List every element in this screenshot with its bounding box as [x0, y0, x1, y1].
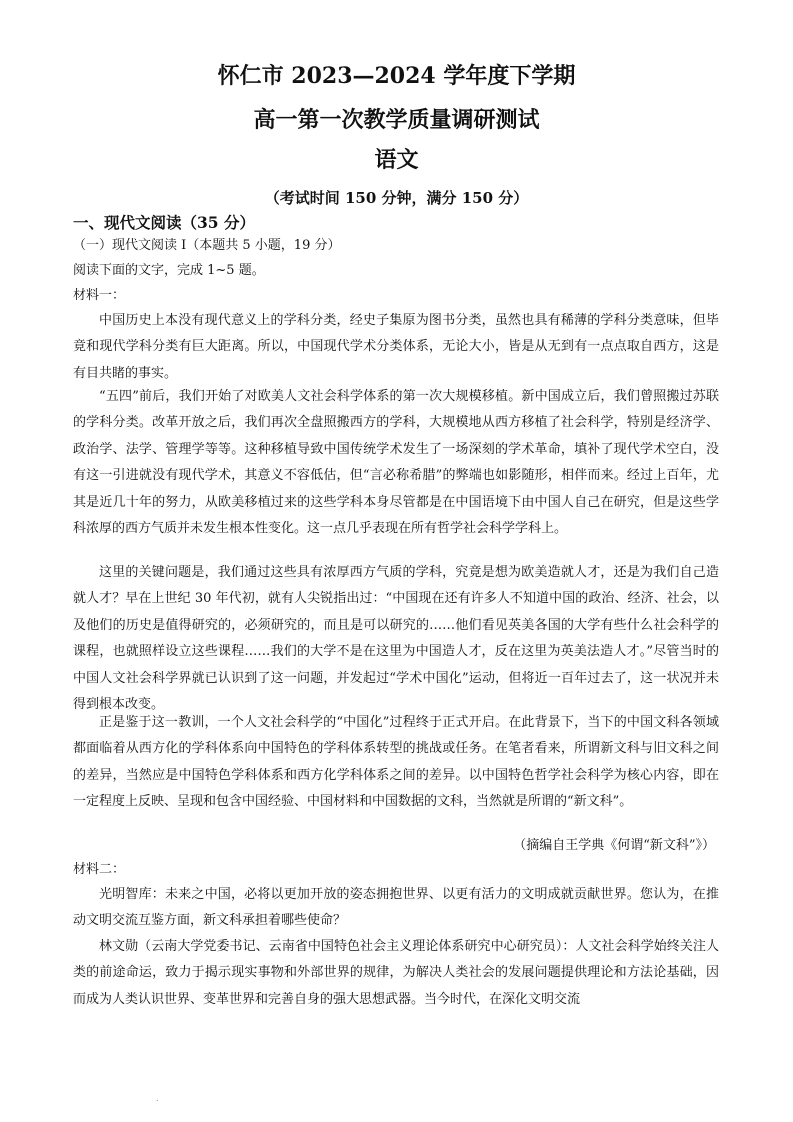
material2-paragraph: 林文勋（云南大学党委书记、云南省中国特色社会主义理论体系研究中心研究员）：人文社会科学始终关注人类的前途命运，致力于揭示现实事物和外部世界的规律，为解决人类社会的发展问题提供理论和方法论基础，因而成为人类认识世界、变革世界和完善自身的强大思想武器。当今时代，在深化文明交流 [73, 939, 719, 1007]
exam-subject: 语文 [374, 147, 419, 173]
material2-paragraph: 光明智库：未来之中国，必将以更加开放的姿态拥抱世界、以更有活力的文明成就贡献世界。您认为，在推动文明交流互鉴方面，新文科承担着哪些使命？ [73, 887, 719, 929]
material1-paragraph: 这里的关键问题是，我们通过这些具有浓厚西方气质的学科，究竟是想为欧美造就人才，还是为我们自己造就人才？早在上世纪 30 年代初，就有人尖锐指出过：“中国现在还有许多人不知道中国的政治、经济、社会，以及他们的历史是值得研究的，必须研究的，而且是可以研究的……他们看见英美各国的大学有些什么社会科学的课程，也就照样设立这些课程……我们的大学不是在这里为中国造人才，反在这里为英美法造人才。”尽管当时的中国人文社会科学界就已认识到了这一问题，并发起过“学术中国化”运动，但将近一百年过去了，这一状况并未得到根本改变。 [73, 565, 719, 713]
material1-label: 材料一： [73, 288, 126, 303]
material1-paragraph: 正是鉴于这一教训，一个人文社会科学的“中国化”过程终于正式开启。在此背景下，当下的中国文科各领域都面临着从西方化的学科体系向中国特色的学科体系转型的挑战或任务。在笔者看来，所谓新文科与旧文科之间的差异，当然应是中国特色学科体系和西方化学科体系之间的差异。以中国特色哲学社会科学为核心内容，即在一定程度上反映、呈现和包含中国经验、中国材料和中国数据的文科，当然就是所谓的“新文科”。 [73, 715, 719, 810]
section-heading: 一、现代文阅读（35 分） [73, 213, 255, 232]
reading-instruction: 阅读下面的文字，完成 1~5 题。 [73, 263, 265, 278]
material1-source: （摘编自王学典《何谓“新文科”》） [513, 838, 715, 853]
page-footer-mark: . [156, 1094, 159, 1103]
material1-paragraph: “五四”前后，我们开始了对欧美人文社会科学体系的第一次大规模移植。新中国成立后，我们曾照搬过苏联的学科分类。改革开放之后，我们再次全盘照搬西方的学科，大规模地从西方移植了社会科学，特别是经济学、政治学、法学、管理学等等。这种移植导致中国传统学术发生了一场深刻的学术革命，填补了现代学术空白，没有这一引进就没有现代学术，其意义不容低估，但“言必称希腊”的弊端也如影随形，相伴而来。经过上百年，尤其是近几十年的努力，从欧美移植过来的这些学科本身尽管都是在中国语境下由中国人自己在研究，但是这些学科浓厚的西方气质并未发生根本性变化。这一点几乎表现在所有哲学社会科学学科上。 [73, 389, 719, 537]
sub-section-heading: （一）现代文阅读 I（本题共 5 小题，19 分） [73, 238, 341, 253]
exam-title-line1: 怀仁市 2023—2024 学年度下学期 [217, 63, 576, 89]
exam-time-note: （考试时间 150 分钟，满分 150 分） [264, 189, 529, 207]
exam-title-line2: 高一第一次教学质量调研测试 [253, 107, 540, 133]
material1-paragraph: 中国历史上本没有现代意义上的学科分类，经史子集原为图书分类，虽然也具有稀薄的学科分类意味，但毕竟和现代学科分类有巨大距离。所以，中国现代学术分类体系，无论大小，皆是从无到有一点点取自西方，这是有目共睹的事实。 [73, 313, 719, 381]
material2-label: 材料二： [73, 862, 126, 877]
